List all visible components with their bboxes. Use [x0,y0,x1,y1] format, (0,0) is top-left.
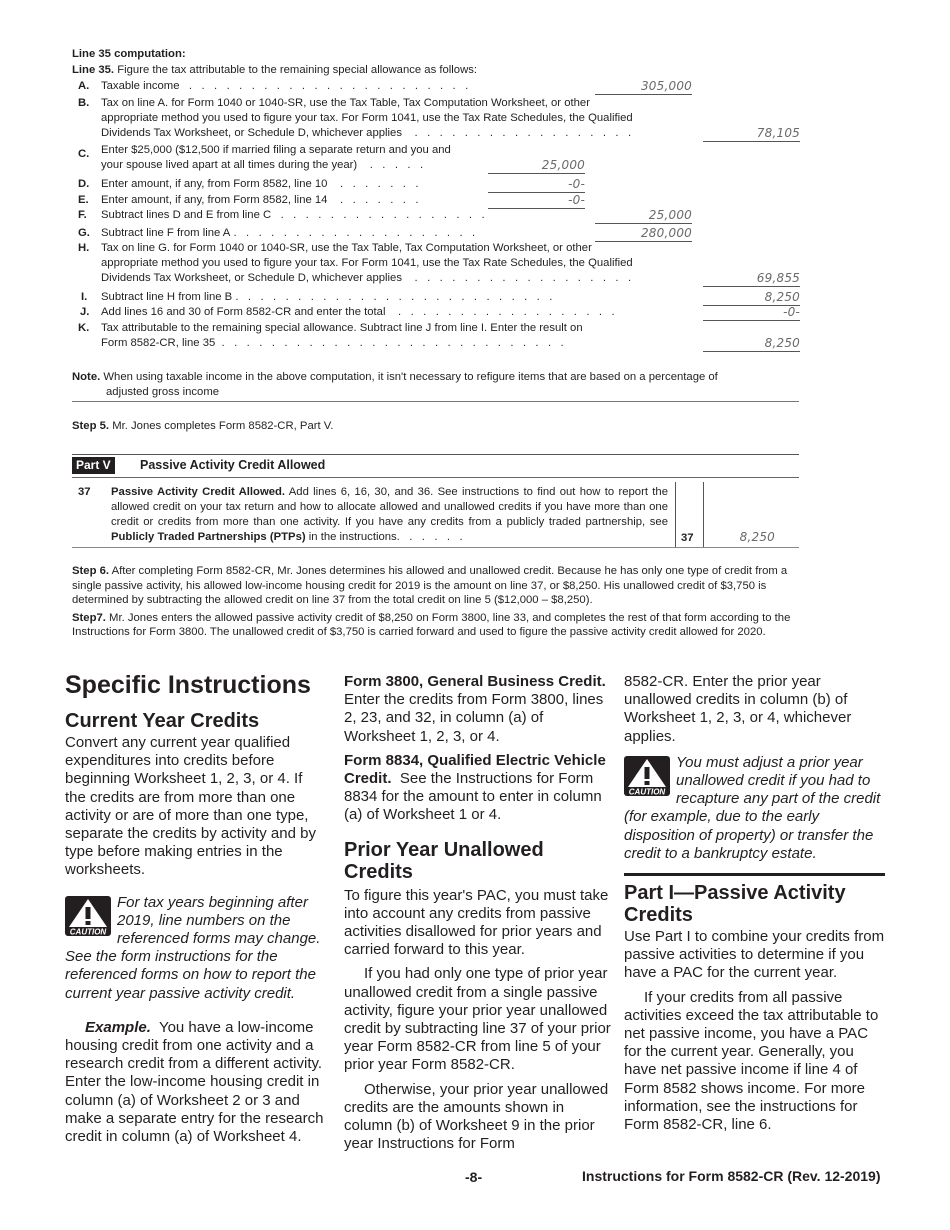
steps-6-7 [72,564,802,640]
part-i-para-1: Use Part I to combine your credits from passive activities to determine if you have a PAC for the current year. [624,928,885,982]
column-2 [344,673,614,1153]
prior-year-unallowed-heading: Prior Year Unallowed Credits [344,838,544,883]
caution-text: You must adjust a prior year unallowed credit if you had to recapture any part of the credit (for example, due to the early disposition of property) or transfer the credit to a bankruptcy estate. [624,753,881,862]
note-divider [72,401,799,402]
worksheet-line-b [72,96,802,141]
footer-title: Instructions for Form 8582-CR (Rev. 12-2019) [582,1168,881,1184]
line-text: Dividends Tax Worksheet, or Schedule D, whichever applies . . . . . . . . . . . . . . . . . . [101,127,632,139]
svg-text:CAUTION: CAUTION [69,927,107,936]
line-text: appropriate method you used to figure your tax. For Form 1041, use the Tax Rate Schedules, the Qualified [101,257,633,269]
prior-year-para-3: Otherwise, your prior year unallowed credits are the amounts shown in column (b) of Worksheet 9 in the prior year Instructions for Form [344,1080,609,1153]
note-label: Note. [72,371,101,383]
line-text: Tax on line G. for Form 1040 or 1040-SR, use the Tax Table, Tax Computation Worksheet, or other [101,242,592,254]
step-label: Step 5. [72,420,110,432]
part-i-para-2: If your credits from all passive activities exceed the tax attributable to net passive income, you have a PAC for the current year. Generally, you have net passive income if line 4 of Form 8582 shows income. For more information, see the instructions for Form 8582-CR, line 6. [624,988,879,1134]
line-b-value: 78,105 [703,126,800,142]
line-text: Tax on line A. for Form 1040 or 1040-SR, use the Tax Table, Tax Computation Worksheet, or other [101,97,590,109]
step-text: Mr. Jones completes Form 8582-CR, Part V. [112,420,334,432]
caution-icon [65,896,111,936]
worksheet-line-k [72,321,802,353]
caution-note-2 [624,754,886,863]
line-label: F. [78,209,87,221]
line-k-value: 8,250 [703,336,800,352]
prior-year-para-1: To figure this year's PAC, you must take into account any credits from passive activities disallowed for prior years and carried forward to this year. [344,886,609,959]
col3-para-1: 8582-CR. Enter the prior year unallowed credits in column (b) of Worksheet 1, 2, 3, or 4, whichever applies. [624,673,852,745]
line-label: I. [81,291,88,303]
line-h-value: 69,855 [703,271,800,287]
line-text: your spouse lived apart at all times during the year) . . . . . [101,159,424,171]
prior-year-para-2: If you had only one type of prior year unallowed credit from a single passive activity, figure your prior year unallowed credit by subtracting line 37 of your prior year Form 8582-CR from line 5 of your prior year Form 8582-CR. [344,965,611,1074]
line-e-value: -0- [488,193,585,209]
line-37-box: 37 [675,482,704,547]
part-i-heading: Part I—Passive Activity Credits [624,882,846,926]
caution-note-1 [65,894,327,1003]
intro-text: Figure the tax attributable to the remaining special allowance as follows: [117,64,478,76]
worksheet-line-h [72,241,802,286]
line-text: Add lines 16 and 30 of Form 8582-CR and enter the total . . . . . . . . . . . . . . . . . . [101,306,615,318]
line-label: J. [80,306,90,318]
step-6: Step 6. After completing Form 8582-CR, Mr. Jones determines his allowed and unallowed credit. Because he has only one type of credit from a single passive activity, his allowed low-income housing credit for 2019 is the amount on line 37, or $8,250. His unallowed credit of $3,750 is determined by subtracting the allowed credit on line 37 from the total credit on line 5 ($12,000 – $8,250). [72,565,788,606]
current-year-credits-text: Convert any current year qualified expenditures into credits before beginning Worksheet 1, 2, 3, or 4. If the credits are from more than one activity or are of more than one type, separate the credits by activity and by type before making entries in the worksheets. [65,734,316,879]
line-text: Tax attributable to the remaining special allowance. Subtract line J from line I. Enter the result on [101,322,583,334]
line-label: A. [78,80,90,92]
line-text: Enter amount, if any, from Form 8582, line 14 . . . . . . . [101,194,419,206]
caution-icon [624,756,670,796]
line-a-value: 305,000 [595,79,692,95]
line-text: Enter amount, if any, from Form 8582, line 10 . . . . . . . [101,178,419,190]
line-37-value: 8,250 [739,530,775,544]
line-label: B. [78,97,90,109]
note-text: When using taxable income in the above computation, it isn't necessary to refigure items that are based on a percentage of [103,371,718,383]
part-v-header [72,455,799,478]
step-5 [72,419,333,434]
column-1 [65,670,327,1146]
line-label: D. [78,178,90,190]
intro-label: Line 35. [72,64,115,76]
caution-text: For tax years beginning after 2019, line numbers on the referenced forms may change. See the form instructions for the referenced forms on how to report the current year passive activity credit. [65,893,321,1002]
line-i-value: 8,250 [703,290,800,306]
part-v-title: Passive Activity Credit Allowed [140,458,326,472]
line-text: Subtract line H from line B . . . . . . . . . . . . . . . . . . . . . . . . . . [101,291,553,303]
part-v-tag: Part V [72,457,115,474]
section-divider [624,873,885,876]
note-text-cont: adjusted gross income [106,385,220,398]
form-8834-paragraph: Form 8834, Qualified Electric Vehicle Credit. See the Instructions for Form 8834 for the amount to enter in column (a) of Worksheet 1 or 4. [344,751,606,824]
line-text: Enter $25,000 ($12,500 if married filing a separate return and you and [101,144,451,156]
current-year-credits-heading: Current Year Credits [65,710,260,732]
line-label: H. [78,242,90,254]
worksheet-intro [72,63,477,78]
worksheet-note [72,370,792,399]
example-paragraph: Example. You have a low-income housing credit from one activity and a research credit from a different activity. Enter the low-income housing credit in column (a) of Worksheet 2 or 3 and make a separate entry for the research credit in column (a) of Worksheet 4. [65,1018,324,1146]
line-text: Dividends Tax Worksheet, or Schedule D, whichever applies . . . . . . . . . . . . . . . . . . [101,272,632,284]
step-7: Step7. Mr. Jones enters the allowed passive activity credit of $8,250 on Form 3800, line 33, and completes the rest of that form according to the Instructions for Form 3800. The unallowed credit of $3,750 is carried forward and used to figure the passive activity credit allowed for 2020. [72,611,791,638]
column-3-lower [624,882,886,1134]
line-g-value: 280,000 [595,226,692,242]
form-3800-paragraph: Form 3800, General Business Credit. Enter the credits from Form 3800, lines 2, 23, and 32, in column (a) of Worksheet 1, 2, 3, or 4. [344,673,606,745]
line-label: K. [78,322,90,334]
line-37-text: Passive Activity Credit Allowed. Add lines 6, 16, 30, and 36. See instructions to find out how to report the allowed credit on your tax return and how to allocate allowed and unallowed credits if you have more than one credit or credits from more than one activity. If you have any credits from a publicly traded partnership, see Publicly Traded Partnerships (PTPs) in the instructions. . . . . . [111,486,668,543]
line-37 [72,482,799,548]
line-j-value: -0- [703,305,800,321]
line-f-value: 25,000 [595,208,692,224]
line-c-value: 25,000 [488,158,585,174]
line-37-number: 37 [78,486,91,498]
line-text: Subtract line F from line A . . . . . . . . . . . . . . . . . . . . [101,227,476,239]
line-label: C. [78,148,90,160]
line-label: G. [78,227,90,239]
line-label: E. [78,194,89,206]
line-d-value: -0- [488,177,585,193]
page-number: -8- [465,1169,483,1185]
line-text: Form 8582-CR, line 35 . . . . . . . . . . . . . . . . . . . . . . . . . . . . [101,337,564,349]
line-text: Taxable income . . . . . . . . . . . . . . . . . . . . . . . [101,80,469,92]
worksheet-heading: Line 35 computation: [72,48,186,60]
worksheet-line-c [72,143,802,173]
svg-text:CAUTION: CAUTION [628,787,666,796]
specific-instructions-title: Specific Instructions [65,671,311,699]
line-text: Subtract lines D and E from line C . . . . . . . . . . . . . . . . . [101,209,485,221]
column-3 [624,673,886,863]
line-text: appropriate method you used to figure your tax. For Form 1041, use the Tax Rate Schedules, the Qualified [101,112,633,124]
